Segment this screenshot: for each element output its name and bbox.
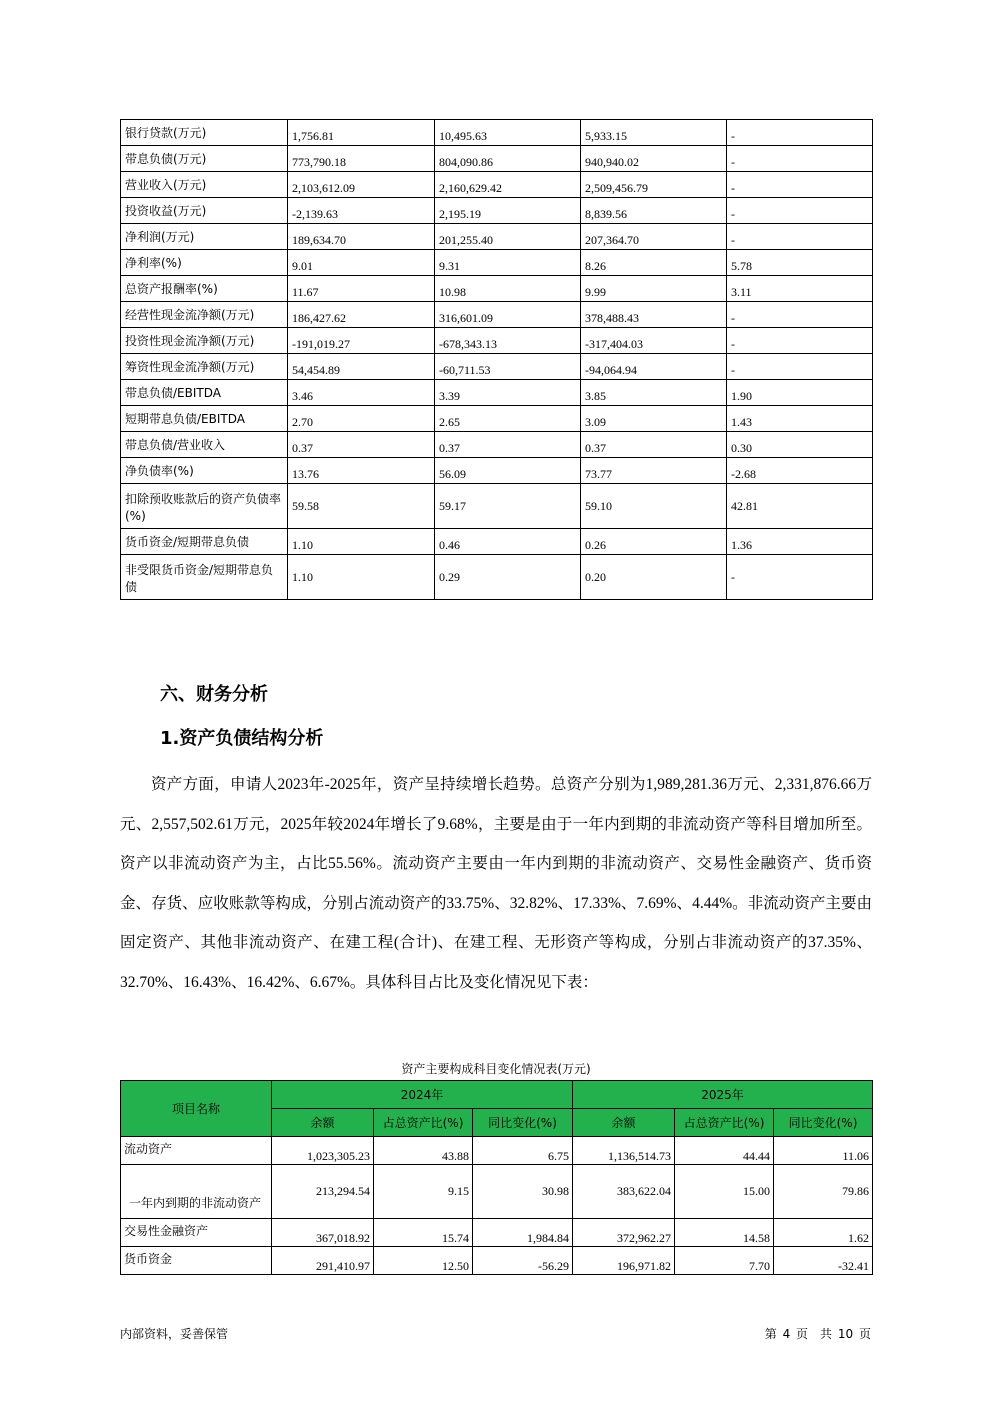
cell-2024: 804,090.86 — [435, 146, 581, 172]
cell-2023: 2,103,612.09 — [288, 172, 435, 198]
row-label: 短期带息负债/EBITDA — [121, 406, 288, 432]
cell-2023: 3.46 — [288, 380, 435, 406]
cell-last: -2.68 — [727, 458, 873, 484]
cell-2023: 1.10 — [288, 529, 435, 555]
financial-metrics-table — [120, 119, 873, 600]
table-row — [121, 250, 873, 276]
row-label: 营业收入(万元) — [121, 172, 288, 198]
row-label: 银行贷款(万元) — [121, 120, 288, 146]
cell-amount-2024: 291,410.97 — [272, 1247, 374, 1275]
cell-share-2024: 43.88 — [374, 1137, 473, 1165]
cell-2023: 1,756.81 — [288, 120, 435, 146]
cell-last: - — [727, 354, 873, 380]
table-row — [121, 198, 873, 224]
row-label: 带息负债/营业收入 — [121, 432, 288, 458]
cell-2023: 54,454.89 — [288, 354, 435, 380]
row-label: 货币资金/短期带息负债 — [121, 529, 288, 555]
cell-last: 1.90 — [727, 380, 873, 406]
cell-last: 5.78 — [727, 250, 873, 276]
cell-yoy-2024: 1,984.84 — [473, 1219, 573, 1247]
cell-2024: 2,160,629.42 — [435, 172, 581, 198]
cell-2023: 59.58 — [288, 484, 435, 529]
header-amount: 余额 — [573, 1109, 675, 1137]
cell-2024: 56.09 — [435, 458, 581, 484]
cell-share-2024: 9.15 — [374, 1165, 473, 1219]
table-row — [121, 458, 873, 484]
table-row — [121, 1247, 873, 1275]
cell-2025: 8.26 — [581, 250, 727, 276]
header-share: 占总资产比(%) — [374, 1109, 473, 1137]
cell-2024: 9.31 — [435, 250, 581, 276]
table-row — [121, 302, 873, 328]
cell-last: - — [727, 120, 873, 146]
table-row — [121, 432, 873, 458]
cell-last: - — [727, 224, 873, 250]
table-row — [121, 354, 873, 380]
cell-share-2025: 7.70 — [675, 1247, 774, 1275]
cell-2025: -94,064.94 — [581, 354, 727, 380]
cell-last: 42.81 — [727, 484, 873, 529]
cell-2023: 773,790.18 — [288, 146, 435, 172]
cell-2023: 11.67 — [288, 276, 435, 302]
header-item-name: 项目名称 — [121, 1081, 272, 1137]
cell-2024: -60,711.53 — [435, 354, 581, 380]
cell-2023: 186,427.62 — [288, 302, 435, 328]
cell-2024: -678,343.13 — [435, 328, 581, 354]
cell-share-2025: 14.58 — [675, 1219, 774, 1247]
cell-2024: 3.39 — [435, 380, 581, 406]
cell-amount-2024: 213,294.54 — [272, 1165, 374, 1219]
header-year-2025: 2025年 — [573, 1081, 873, 1109]
table-row — [121, 1219, 873, 1247]
cell-2023: 9.01 — [288, 250, 435, 276]
table-row — [121, 224, 873, 250]
page-current: 4 — [782, 1327, 791, 1341]
cell-2024: 0.46 — [435, 529, 581, 555]
cell-2024: 59.17 — [435, 484, 581, 529]
table-row — [121, 276, 873, 302]
cell-last: - — [727, 172, 873, 198]
item-name: 交易性金融资产 — [121, 1219, 272, 1247]
table-row — [121, 380, 873, 406]
cell-2025: 73.77 — [581, 458, 727, 484]
table-row — [121, 328, 873, 354]
table-row — [121, 1165, 873, 1219]
table-row — [121, 406, 873, 432]
cell-2023: -2,139.63 — [288, 198, 435, 224]
page-total: 10 — [837, 1327, 854, 1341]
row-label: 净利率(%) — [121, 250, 288, 276]
header-yoy: 同比变化(%) — [774, 1109, 873, 1137]
cell-2024: 0.29 — [435, 555, 581, 600]
table-row — [121, 146, 873, 172]
cell-2025: 378,488.43 — [581, 302, 727, 328]
cell-2025: 940,940.02 — [581, 146, 727, 172]
row-label: 筹资性现金流净额(万元) — [121, 354, 288, 380]
cell-last: - — [727, 555, 873, 600]
cell-2025: 207,364.70 — [581, 224, 727, 250]
cell-yoy-2025: 79.86 — [774, 1165, 873, 1219]
cell-2025: 2,509,456.79 — [581, 172, 727, 198]
cell-last: 1.43 — [727, 406, 873, 432]
row-label: 经营性现金流净额(万元) — [121, 302, 288, 328]
cell-2024: 201,255.40 — [435, 224, 581, 250]
footer-confidential-note: 内部资料，妥善保管 — [120, 1327, 229, 1341]
table-row — [121, 172, 873, 198]
table-row — [121, 529, 873, 555]
cell-2023: 1.10 — [288, 555, 435, 600]
cell-2025: 3.85 — [581, 380, 727, 406]
table-caption: 资产主要构成科目变化情况表(万元) — [401, 1062, 591, 1076]
cell-yoy-2025: 11.06 — [774, 1137, 873, 1165]
cell-amount-2024: 1,023,305.23 — [272, 1137, 374, 1165]
cell-2025: 9.99 — [581, 276, 727, 302]
cell-last: - — [727, 146, 873, 172]
cell-yoy-2024: 30.98 — [473, 1165, 573, 1219]
cell-yoy-2025: -32.41 — [774, 1247, 873, 1275]
cell-2025: 0.26 — [581, 529, 727, 555]
cell-2023: 0.37 — [288, 432, 435, 458]
row-label: 总资产报酬率(%) — [121, 276, 288, 302]
cell-2024: 10.98 — [435, 276, 581, 302]
cell-yoy-2024: -56.29 — [473, 1247, 573, 1275]
cell-last: 1.36 — [727, 529, 873, 555]
row-label: 投资性现金流净额(万元) — [121, 328, 288, 354]
cell-2024: 316,601.09 — [435, 302, 581, 328]
cell-2023: -191,019.27 — [288, 328, 435, 354]
cell-2025: 3.09 — [581, 406, 727, 432]
cell-amount-2025: 372,962.27 — [573, 1219, 675, 1247]
cell-last: 3.11 — [727, 276, 873, 302]
row-label: 带息负债/EBITDA — [121, 380, 288, 406]
cell-last: - — [727, 328, 873, 354]
cell-2024: 2,195.19 — [435, 198, 581, 224]
cell-2023: 189,634.70 — [288, 224, 435, 250]
cell-last: 0.30 — [727, 432, 873, 458]
cell-2025: 59.10 — [581, 484, 727, 529]
cell-share-2024: 12.50 — [374, 1247, 473, 1275]
row-label: 非受限货币资金/短期带息负债 — [121, 555, 288, 600]
item-name: 一年内到期的非流动资产 — [121, 1165, 272, 1219]
header-row — [121, 1081, 873, 1109]
page-suffix: 页 — [858, 1327, 871, 1341]
cell-share-2025: 15.00 — [675, 1165, 774, 1219]
cell-2025: 8,839.56 — [581, 198, 727, 224]
cell-2025: -317,404.03 — [581, 328, 727, 354]
cell-amount-2025: 383,622.04 — [573, 1165, 675, 1219]
cell-amount-2024: 367,018.92 — [272, 1219, 374, 1247]
row-label: 扣除预收账款后的资产负债率(%) — [121, 484, 288, 529]
cell-2024: 10,495.63 — [435, 120, 581, 146]
analysis-paragraph: 资产方面，申请人2023年-2025年，资产呈持续增长趋势。总资产分别为1,989,281.36万元、2,331,876.66万元、2,557,502.61万元，2025年较2024年增长了9.68%，主要是由于一年内到期的非流动资产等科目增加所至。资产以非流动资产为主，占比55.56%。流动资产主要由一年内到期的非流动资产、交易性金融资产、货币资金、存货、应收账款等构成，分别占流动资产的33.75%、32.82%、17.33%、7.69%、4.44%。非流动资产主要由固定资产、其他非流动资产、在建工程(合计)、在建工程、无形资产等构成，分别占非流动资产的37.35%、32.70%、16.43%、16.42%、6.67%。具体科目占比及变化情况见下表： — [120, 776, 872, 991]
cell-2023: 2.70 — [288, 406, 435, 432]
header-yoy: 同比变化(%) — [473, 1109, 573, 1137]
cell-amount-2025: 1,136,514.73 — [573, 1137, 675, 1165]
item-name: 货币资金 — [121, 1247, 272, 1275]
header-amount: 余额 — [272, 1109, 374, 1137]
cell-2025: 5,933.15 — [581, 120, 727, 146]
section-heading: 六、财务分析 — [160, 684, 268, 705]
subsection-heading: 1.资产负债结构分析 — [160, 728, 324, 749]
page-number — [764, 1325, 872, 1342]
asset-composition-table — [120, 1080, 873, 1275]
cell-share-2024: 15.74 — [374, 1219, 473, 1247]
table-row — [121, 120, 873, 146]
page-prefix: 第 — [764, 1327, 777, 1341]
table-row — [121, 484, 873, 529]
cell-2024: 2.65 — [435, 406, 581, 432]
item-name: 流动资产 — [121, 1137, 272, 1165]
cell-2024: 0.37 — [435, 432, 581, 458]
row-label: 投资收益(万元) — [121, 198, 288, 224]
cell-yoy-2025: 1.62 — [774, 1219, 873, 1247]
row-label: 带息负债(万元) — [121, 146, 288, 172]
header-share: 占总资产比(%) — [675, 1109, 774, 1137]
row-label: 净利润(万元) — [121, 224, 288, 250]
table-row — [121, 555, 873, 600]
table-row — [121, 1137, 873, 1165]
cell-yoy-2024: 6.75 — [473, 1137, 573, 1165]
page-mid: 页 共 — [796, 1327, 833, 1341]
cell-2023: 13.76 — [288, 458, 435, 484]
header-year-2024: 2024年 — [272, 1081, 573, 1109]
cell-share-2025: 44.44 — [675, 1137, 774, 1165]
cell-2025: 0.20 — [581, 555, 727, 600]
cell-2025: 0.37 — [581, 432, 727, 458]
cell-last: - — [727, 302, 873, 328]
row-label: 净负债率(%) — [121, 458, 288, 484]
cell-amount-2025: 196,971.82 — [573, 1247, 675, 1275]
cell-last: - — [727, 198, 873, 224]
